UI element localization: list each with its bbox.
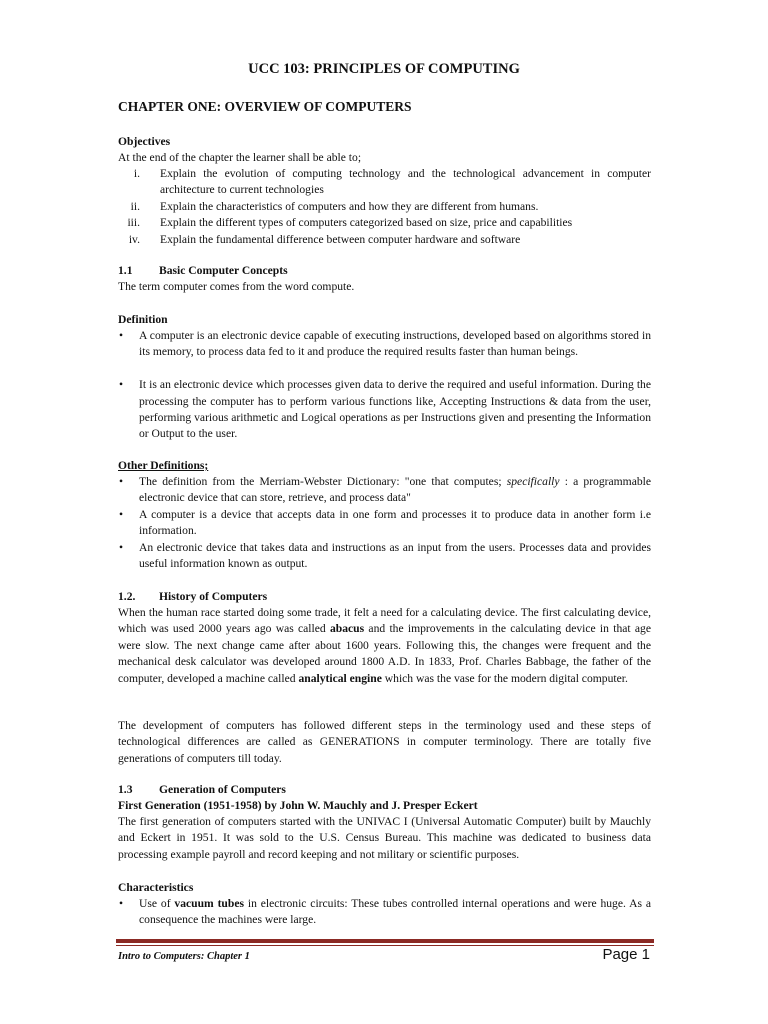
history-paragraph-1: When the human race started doing some trade, it felt a need for a calculating device. The first calculating device, which was used 2000 years ago was called abacus and the improvements in the calculating device in that age were slow. The next change came after about 1600 years. Following this, the changes were frequent and the mechanical desk calculator was developed around 1800 A.D. In 1833, Prof. Charles Babbage, the father of the computer, developed a machine called analytical engine which was the vase for the modern digital computer.: [118, 606, 651, 685]
objectives-heading: Objectives: [118, 135, 171, 148]
section-1-2-heading: 1.2. History of Computers: [118, 590, 268, 603]
definition-list: [118, 328, 651, 443]
history-paragraph-2: The development of computers has followed different steps in the terminology used and these steps of technological differences are called as GENERATIONS in computer terminology. There are totally five generations of computers till today.: [118, 719, 651, 765]
document-title: UCC 103: PRINCIPLES OF COMPUTING: [248, 61, 520, 77]
objectives-intro: At the end of the chapter the learner shall be able to;: [118, 151, 362, 164]
objective-item: i. Explain the evolution of computing technology and the technological advancement in computer architecture to current technologies: [133, 167, 651, 197]
other-definitions-heading: Other Definitions;: [118, 459, 209, 472]
list-item: • An electronic device that takes data and instructions as an input from the users. Processes data and provides useful information known as output.: [119, 540, 651, 571]
objectives-list: [118, 166, 651, 248]
footer-divider-thin: [116, 945, 654, 946]
footer-title: Intro to Computers: Chapter 1: [118, 951, 250, 962]
definition-heading: Definition: [118, 313, 168, 326]
characteristics-list: [118, 896, 651, 929]
list-item: • A computer is a device that accepts data in one form and processes it to produce data in another form i.e information.: [119, 507, 651, 538]
objective-item: iii. Explain the different types of computers categorized based on size, price and capabilities: [127, 216, 573, 230]
section-1-3-heading: 1.3 Generation of Computers: [118, 783, 286, 796]
characteristics-heading: Characteristics: [118, 881, 194, 894]
first-generation-subheading: First Generation (1951-1958) by John W. Mauchly and J. Presper Eckert: [118, 799, 478, 812]
section-1-1-text: The term computer comes from the word compute.: [118, 280, 355, 293]
footer-divider: [116, 939, 654, 943]
first-generation-paragraph: The first generation of computers started with the UNIVAC I (Universal Automatic Computer) built by Mauchly and Eckert in 1951. It was sold to the U.S. Census Bureau. This machine was dedicated to business data processing example payroll and record keeping and not military or scientific purposes.: [118, 815, 651, 861]
list-item: • It is an electronic device which processes given data to derive the required and useful information. During the processing the computer has to perform various functions like, Accepting Instructions & data from the user, performing various arithmetic and Logical operations as per Instructions given and presenting the Information or Output to the user.: [119, 378, 651, 441]
list-item: • Use of vacuum tubes in electronic circuits: These tubes controlled internal operations and were huge. As a consequence the machines were large.: [119, 897, 651, 927]
objective-item: ii. Explain the characteristics of computers and how they are different from humans.: [130, 199, 539, 213]
section-1-1-heading: 1.1 Basic Computer Concepts: [118, 264, 288, 277]
list-item: • A computer is an electronic device capable of executing instructions, developed based on algorithms stored in its memory, to process data fed to it and produce the required results faster than human beings.: [119, 329, 651, 359]
list-item: • The definition from the Merriam-Webster Dictionary: "one that computes; specifically : a programmable electronic device that can store, retrieve, and process data": [119, 475, 651, 505]
other-definitions-list: [118, 474, 651, 572]
chapter-heading: CHAPTER ONE: OVERVIEW OF COMPUTERS: [118, 99, 412, 114]
page-number: Page 1: [602, 946, 650, 963]
objective-item: iv. Explain the fundamental difference between computer hardware and software: [128, 232, 521, 246]
